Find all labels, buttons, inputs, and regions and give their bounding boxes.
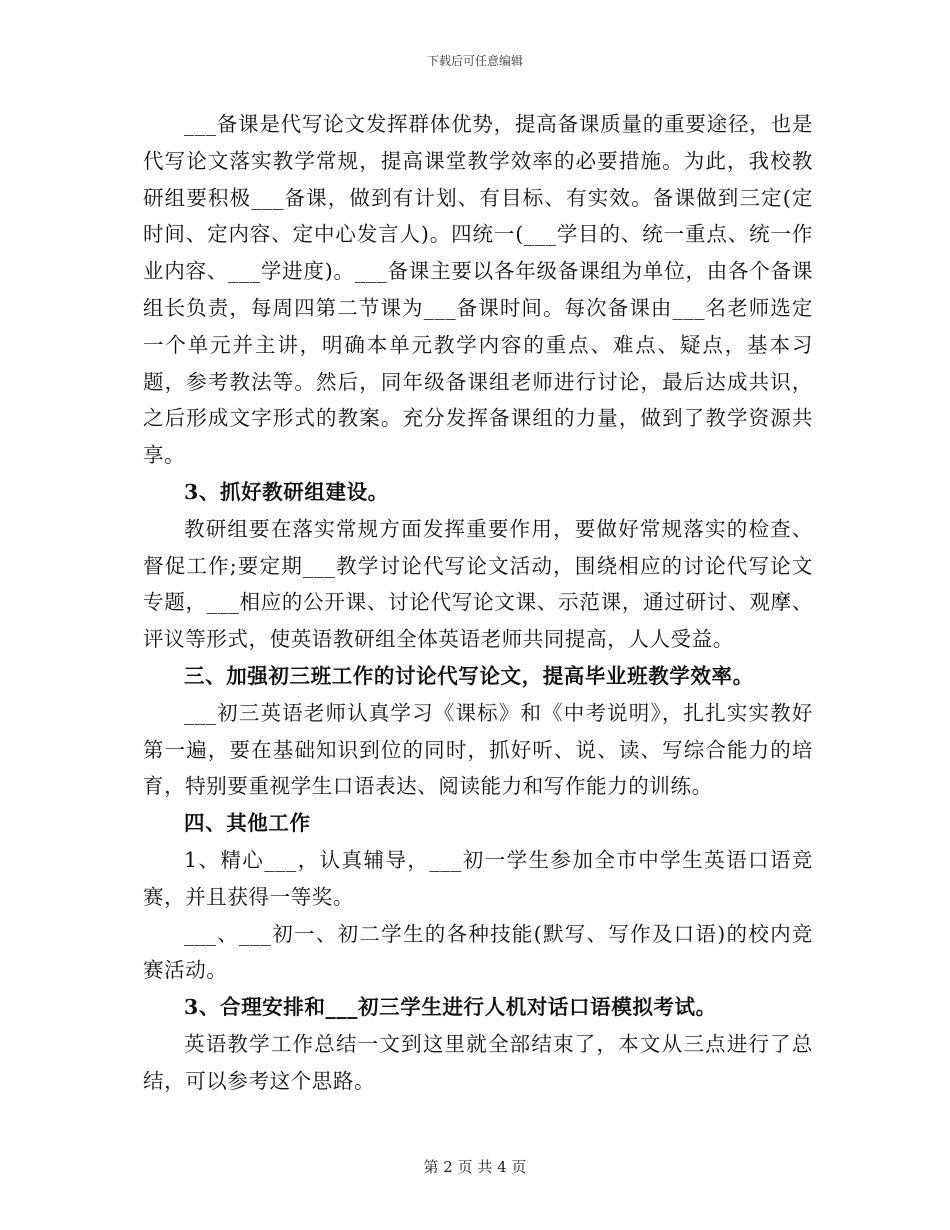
paragraph-other-work-2: ___、___初一、初二学生的各种技能(默写、写作及口语)的校内竞赛活动。 xyxy=(143,921,813,983)
paragraph-other-work-1: 1、精心___，认真辅导，___初一学生参加全市中学生英语口语竞赛，并且获得一等奖。 xyxy=(143,847,813,909)
paragraph-grade-three: ___初三英语老师认真学习《课标》和《中考说明》，扎扎实实教好第一遍，要在基础知识到位的同时，抓好听、说、读、写综合能力的培育，特别要重视学生口语表达、阅读能力和写作能力的训练。 xyxy=(143,700,813,799)
paragraph-conclusion: 英语教学工作总结一文到这里就全部结束了，本文从三点进行了总结，可以参考这个思路。 xyxy=(143,1031,813,1093)
heading-research-group: 3、抓好教研组建设。 xyxy=(184,479,389,504)
paragraph-research-group: 教研组要在落实常规方面发挥重要作用，要做好常规落实的检查、督促工作;要定期___教学讨论代写论文活动，围绕相应的讨论代写论文专题，___相应的公开课、讨论代写论文课、示范课，通过研讨、观摩、评议等形式，使英语教研组全体英语老师共同提高，人人受益。 xyxy=(143,516,813,652)
paragraph-lesson-prep: ___备课是代写论文发挥群体优势，提高备课质量的重要途径，也是代写论文落实教学常规，提高课堂教学效率的必要措施。为此，我校教研组要积极___备课，做到有计划、有目标、有实效。备课做到三定(定时间、定内容、定中心发言人)。四统一(___学目的、统一重点、统一作业内容、___学进度)。___备课主要以各年级备课组为单位，由各个备课组长负责，每周四第二节课为___备课时间。每次备课由___名老师选定一个单元并主讲，明确本单元教学内容的重点、难点、疑点，基本习题，参考教法等。然后，同年级备课组老师进行讨论，最后达成共识，之后形成文字形式的教案。充分发挥备课组的力量，做到了教学资源共享。 xyxy=(143,112,813,468)
page-header: 下载后可任意编辑 xyxy=(426,54,523,68)
heading-grade-three: 三、加强初三班工作的讨论代写论文，提高毕业班教学效率。 xyxy=(184,663,754,688)
document-body xyxy=(143,106,813,1100)
page-footer: 第 2 页 共 4 页 xyxy=(423,1158,527,1176)
heading-other-work: 四、其他工作 xyxy=(184,811,311,836)
heading-mock-exam: 3、合理安排和___初三学生进行人机对话口语模拟考试。 xyxy=(184,995,717,1020)
